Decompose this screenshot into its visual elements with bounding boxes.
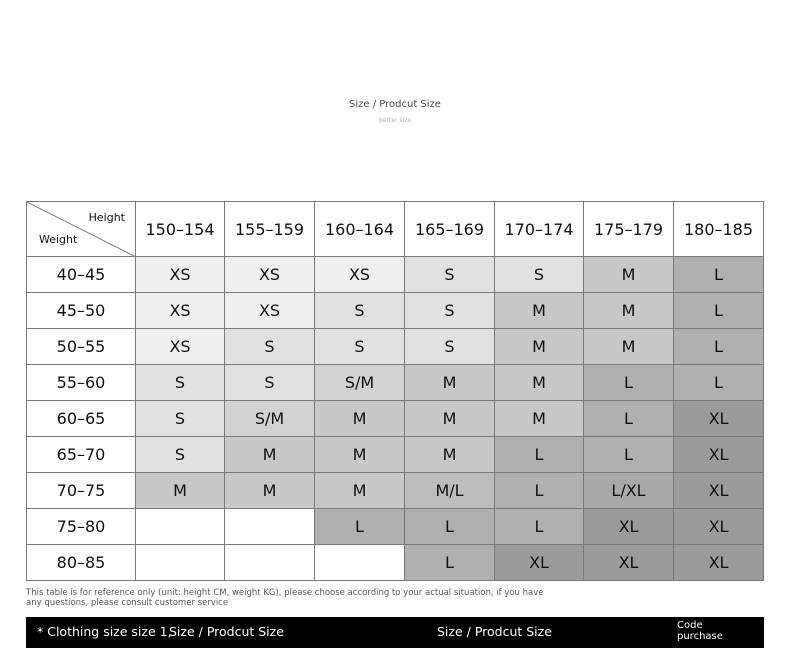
height-col-header: 165–169 — [405, 202, 495, 257]
size-cell: M — [225, 473, 315, 509]
size-cell: L — [495, 437, 584, 473]
weight-row-header: 40–45 — [27, 257, 136, 293]
footer-size-label-2: Size / Prodcut Size — [437, 624, 552, 639]
size-cell: M — [136, 473, 225, 509]
size-cell: XL — [674, 545, 764, 581]
size-cell: M — [315, 473, 405, 509]
size-cell: XL — [674, 437, 764, 473]
table-row — [27, 329, 764, 365]
purchase-label: purchase — [677, 631, 723, 642]
table-row — [27, 509, 764, 545]
size-cell: L — [674, 365, 764, 401]
size-cell: M — [405, 401, 495, 437]
weight-row-header: 55–60 — [27, 365, 136, 401]
height-col-header: 160–164 — [315, 202, 405, 257]
corner-cell — [27, 202, 136, 257]
size-cell: L — [584, 401, 674, 437]
size-cell: S — [315, 329, 405, 365]
size-cell: L — [405, 509, 495, 545]
weight-row-header: 75–80 — [27, 509, 136, 545]
size-cell: M — [495, 293, 584, 329]
weight-row-header: 70–75 — [27, 473, 136, 509]
size-cell: M — [315, 437, 405, 473]
size-cell: XL — [584, 545, 674, 581]
size-cell: XL — [495, 545, 584, 581]
size-cell: S — [136, 365, 225, 401]
footer-size-label-1: Size / Prodcut Size — [169, 624, 284, 639]
size-cell: M — [495, 401, 584, 437]
code-label: Code — [677, 620, 703, 631]
size-cell: L — [674, 257, 764, 293]
empty-size-cell — [136, 509, 225, 545]
table-row — [27, 257, 764, 293]
size-cell: L — [315, 509, 405, 545]
size-cell: M — [405, 365, 495, 401]
size-cell: XL — [674, 473, 764, 509]
size-cell: M — [225, 437, 315, 473]
size-cell: L — [584, 365, 674, 401]
height-col-header: 170–174 — [495, 202, 584, 257]
footer-clothing-size-text: * Clothing size size 1, — [37, 624, 172, 639]
size-cell: XL — [584, 509, 674, 545]
size-cell: S — [225, 329, 315, 365]
weight-row-header: 60–65 — [27, 401, 136, 437]
table-row — [27, 545, 764, 581]
size-cell: XS — [136, 257, 225, 293]
table-row — [27, 365, 764, 401]
size-cell: M/L — [405, 473, 495, 509]
size-cell: M — [584, 257, 674, 293]
size-cell: L — [495, 509, 584, 545]
size-cell: S — [495, 257, 584, 293]
height-col-header: 155–159 — [225, 202, 315, 257]
size-cell: XL — [674, 509, 764, 545]
size-cell: S/M — [225, 401, 315, 437]
size-cell: M — [584, 293, 674, 329]
size-cell: L — [405, 545, 495, 581]
empty-size-cell — [225, 545, 315, 581]
page-subtitle: better size — [379, 117, 411, 124]
size-cell: L — [674, 329, 764, 365]
size-cell: L/XL — [584, 473, 674, 509]
size-cell: L — [495, 473, 584, 509]
size-cell: L — [674, 293, 764, 329]
size-cell: XS — [225, 257, 315, 293]
size-cell: XS — [315, 257, 405, 293]
size-cell: S — [405, 293, 495, 329]
height-col-header: 180–185 — [674, 202, 764, 257]
size-cell: M — [495, 365, 584, 401]
weight-row-header: 50–55 — [27, 329, 136, 365]
table-row — [27, 401, 764, 437]
size-cell: S — [225, 365, 315, 401]
size-chart-table — [26, 201, 764, 581]
weight-row-header: 65–70 — [27, 437, 136, 473]
size-cell: S — [405, 257, 495, 293]
footer-bar — [26, 617, 764, 648]
size-cell: S — [136, 437, 225, 473]
table-row — [27, 293, 764, 329]
size-cell: XL — [674, 401, 764, 437]
reference-note: This table is for reference only (unit: height CM, weight KG), please choose according to your actual situation, if you have any questions, please consult customer service — [26, 588, 544, 608]
size-cell: M — [584, 329, 674, 365]
size-cell: S — [315, 293, 405, 329]
empty-size-cell — [136, 545, 225, 581]
size-cell: XS — [136, 329, 225, 365]
page-title: Size / Prodcut Size — [349, 99, 441, 110]
weight-axis-label: Weight — [39, 233, 78, 246]
code-purchase-label — [677, 620, 723, 642]
empty-size-cell — [315, 545, 405, 581]
size-cell: S — [136, 401, 225, 437]
weight-row-header: 80–85 — [27, 545, 136, 581]
table-row — [27, 473, 764, 509]
size-cell: M — [495, 329, 584, 365]
size-cell: XS — [136, 293, 225, 329]
size-cell: S/M — [315, 365, 405, 401]
table-row — [27, 437, 764, 473]
weight-row-header: 45–50 — [27, 293, 136, 329]
height-col-header: 175–179 — [584, 202, 674, 257]
height-col-header: 150–154 — [136, 202, 225, 257]
header-row — [27, 202, 764, 257]
height-axis-label: Height — [88, 211, 125, 224]
size-cell: XS — [225, 293, 315, 329]
empty-size-cell — [225, 509, 315, 545]
size-cell: M — [315, 401, 405, 437]
size-cell: L — [584, 437, 674, 473]
size-cell: S — [405, 329, 495, 365]
size-cell: M — [405, 437, 495, 473]
